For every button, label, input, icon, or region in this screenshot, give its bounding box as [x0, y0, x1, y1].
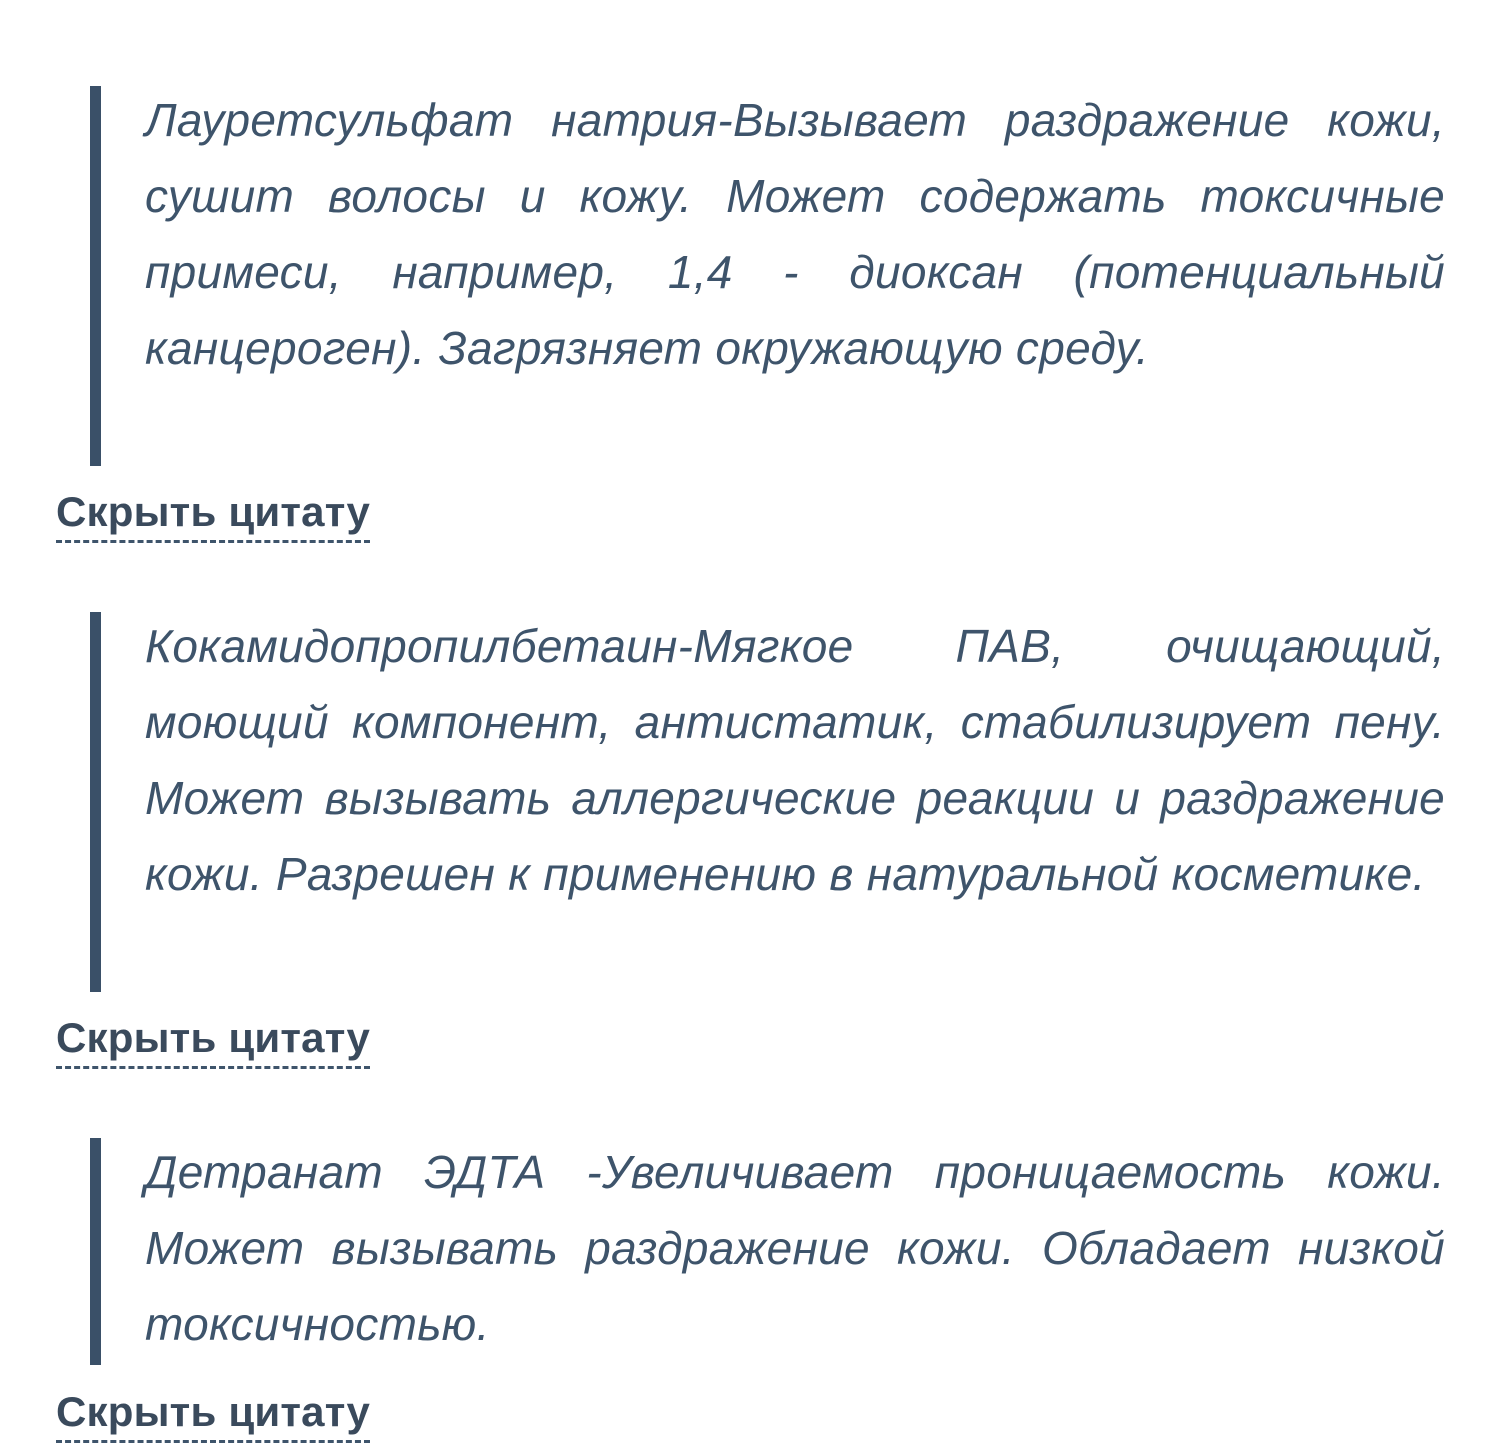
quote-text: Детранат ЭДТА -Увеличивает проницаемость кожи. Может вызывать раздражение кожи. Обладает низкой токсичностью.	[145, 1146, 1445, 1350]
blockquote-2	[90, 612, 1445, 992]
quote-text: Лауретсульфат натрия-Вызывает раздражение кожи, сушит волосы и кожу. Может содержать токсичные примеси, например, 1,4 - диоксан (потенциальный канцероген). Загрязняет окружающую среду.	[145, 94, 1445, 374]
blockquote-3	[90, 1138, 1445, 1365]
quote-text: Кокамидопропилбетаин-Мягкое ПАВ, очищающий, моющий компонент, антистатик, стабилизирует пену. Может вызывать аллергические реакции и раздражение кожи. Разрешен к применению в натуральной косметике.	[145, 620, 1445, 900]
blockquote-1	[90, 86, 1445, 466]
hide-quote-link[interactable]: Скрыть цитату	[56, 1388, 370, 1443]
hide-quote-link[interactable]: Скрыть цитату	[56, 488, 370, 543]
hide-quote-link[interactable]: Скрыть цитату	[56, 1014, 370, 1069]
